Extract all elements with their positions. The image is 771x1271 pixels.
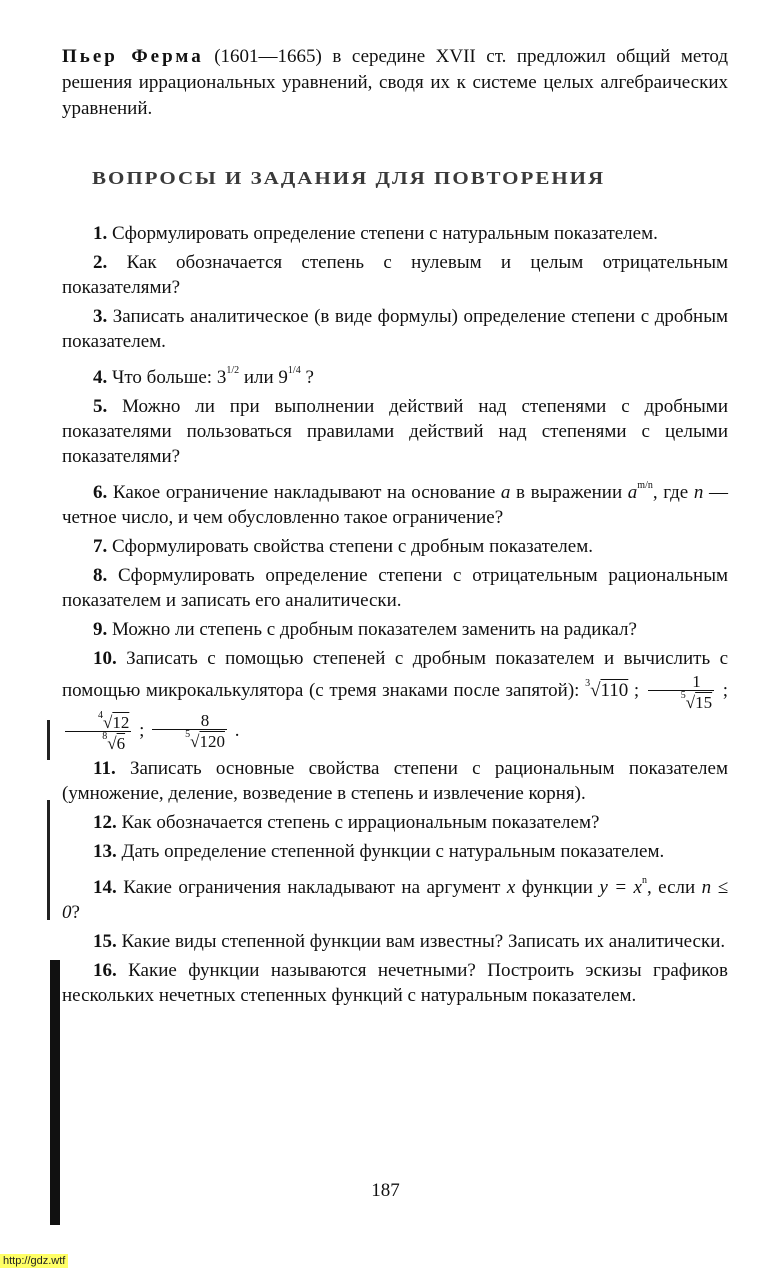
radicand: 15: [695, 692, 713, 712]
root-index: 5: [185, 729, 191, 741]
question-text: , где: [652, 482, 694, 503]
question-number: 4.: [93, 367, 108, 388]
question-text: Записать аналитическое (в виде формулы) определение степени с дробным показателем.: [62, 306, 728, 352]
question-text: Записать с помощью степеней с дробным показателем и вычислить с помощью микрокалькулятора (с тремя знаками после запятой):: [62, 648, 728, 701]
question-number: 11.: [93, 757, 116, 779]
question-text: , если: [646, 876, 702, 898]
question-11: [62, 756, 728, 806]
question-number: 6.: [93, 482, 108, 503]
question-text: Какие функции называются нечетными? Построить эскизы графиков нескольких нечетных степенных функций с натуральным показателем.: [62, 959, 728, 1006]
question-text: — четное число, и чем обусловленно такое ограничение?: [62, 482, 728, 528]
question-number: 8.: [93, 565, 108, 586]
fraction-numerator: 8: [152, 712, 227, 730]
question-text: в выражении: [510, 482, 628, 503]
variable: x: [506, 876, 516, 898]
question-text: Какие виды степенной функции вам известны? Записать их аналитически.: [116, 930, 726, 952]
question-text: Можно ли степень с дробным показателем заменить на радикал?: [107, 619, 637, 640]
question-number: 5.: [93, 396, 108, 417]
question-7: [62, 534, 728, 559]
question-text: Записать основные свойства степени с рациональным показателем (умножение, деление, возведение в степень и извлечение корня).: [62, 757, 728, 804]
question-13: [62, 839, 728, 864]
question-text: Можно ли при выполнении действий над степенями с дробными показателями пользоваться правилами действий над степенями с целыми показателями?: [62, 396, 728, 467]
question-text: Сформулировать определение степени с натуральным показателем.: [107, 223, 658, 244]
radicand: 120: [199, 732, 225, 752]
question-14: [62, 868, 728, 925]
question-9: [62, 617, 728, 642]
author-name: Пьер Ферма: [62, 46, 204, 67]
question-number: 7.: [93, 536, 108, 557]
question-text: ?: [71, 901, 80, 923]
question-text: ?: [300, 367, 314, 388]
question-text: функции: [515, 876, 600, 898]
question-number: 13.: [93, 840, 117, 862]
formula: y = x: [599, 876, 642, 898]
scan-mark: [47, 800, 50, 920]
power-exponent: m/n: [637, 480, 653, 491]
question-number: 10.: [93, 648, 117, 669]
root-index: 8: [102, 730, 108, 742]
root-index: 5: [680, 689, 686, 701]
question-text: Как обозначается степень с нулевым и целым отрицательным показателями?: [62, 252, 728, 298]
separator: ;: [134, 719, 150, 741]
question-16: [62, 958, 728, 1008]
question-number: 16.: [93, 959, 117, 981]
question-10: 10. Записать с помощью степеней с дробным показателем и вычислить с помощью микрокалькулятора (с тремя знаками после запятой): $^3$√110 ; $\frac{1}{^5√15}$ ; $\frac{^4√12}{^8√6}$ ; $\frac{8}{^5√120}$ .: [62, 648, 729, 753]
variable: a: [500, 482, 511, 503]
question-5: [62, 394, 728, 469]
radicand: 6: [116, 733, 126, 753]
question-4: [62, 358, 728, 390]
question-text: .: [229, 719, 240, 741]
fraction-3: $\frac{8}{^5√120}$: [152, 712, 227, 750]
power-base: 9: [278, 367, 288, 388]
question-text: или: [239, 367, 279, 388]
root-index: 4: [98, 709, 103, 721]
question-6: [62, 473, 728, 530]
question-text: Какое ограничение накладывают на основание: [107, 482, 501, 503]
fraction-2: $\frac{^4√12}{^8√6}$: [65, 711, 131, 752]
root-index: 3: [585, 678, 591, 689]
power-base: a: [627, 482, 638, 503]
power-base: 3: [216, 367, 227, 388]
intro-paragraph: [62, 44, 728, 122]
question-number: 9.: [93, 619, 108, 640]
question-text: Какие ограничения накладывают на аргумент: [116, 876, 507, 898]
page-number: 187: [371, 1180, 400, 1201]
question-1: [62, 221, 728, 246]
condition: n ≤ 0: [62, 876, 728, 923]
question-2: [62, 250, 728, 300]
question-number: 14.: [93, 876, 117, 898]
separator: ;: [628, 680, 645, 701]
power-exponent: 1/4: [287, 365, 301, 376]
question-12: [62, 810, 728, 835]
question-15: [62, 929, 728, 954]
question-text: Дать определение степенной функции с натуральным показателем.: [116, 840, 665, 862]
question-3: [62, 304, 728, 354]
question-8: [62, 563, 728, 613]
question-number: 3.: [93, 306, 108, 327]
section-heading: ВОПРОСЫ И ЗАДАНИЯ ДЛЯ ПОВТОРЕНИЯ: [92, 167, 606, 189]
question-text: Сформулировать свойства степени с дробным показателем.: [107, 536, 593, 557]
intro-text: (1601—1665) в середине XVII ст. предложил общий метод решения иррациональных уравнений, сводя их к системе целых алгебраических уравнений.: [62, 46, 729, 119]
scan-mark: [47, 720, 50, 760]
question-number: 15.: [93, 930, 117, 952]
question-text: Что больше:: [107, 367, 217, 388]
question-number: 2.: [93, 252, 108, 273]
radicand: 12: [112, 712, 130, 732]
question-text: Как обозначается степень с иррациональным показателем?: [116, 811, 600, 833]
question-number: 12.: [93, 811, 117, 833]
power-exponent: n: [641, 874, 647, 886]
radicand: 110: [600, 680, 629, 701]
page-content: [62, 44, 728, 1012]
question-number: 1.: [93, 223, 108, 244]
source-link[interactable]: http://gdz.wtf: [0, 1254, 68, 1268]
power-exponent: 1/2: [226, 365, 240, 376]
variable: n: [693, 482, 704, 503]
separator: ;: [717, 680, 729, 701]
question-text: Сформулировать определение степени с отрицательным рациональным показателем и записать его аналитически.: [62, 565, 728, 611]
fraction-numerator: 1: [648, 673, 714, 691]
fraction-1: $\frac{1}{^5√15}$: [648, 673, 714, 711]
